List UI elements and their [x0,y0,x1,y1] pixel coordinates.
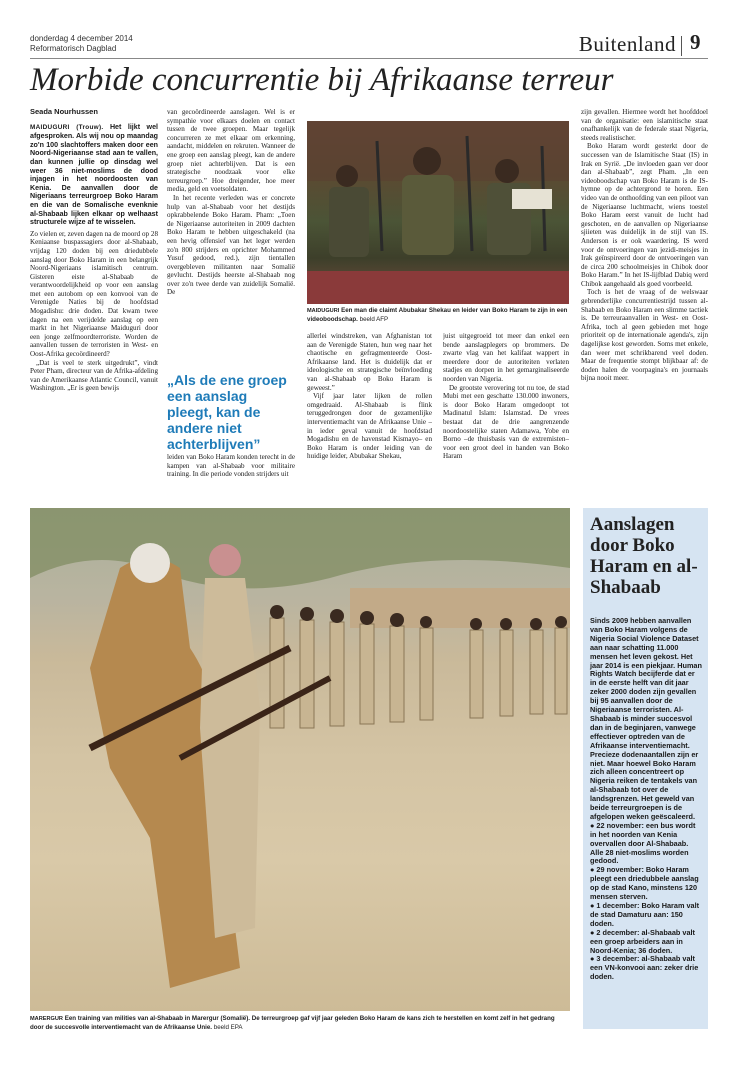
caption-credit: beeld AFP [359,315,389,323]
photo2-caption [30,1015,570,1031]
soldier-head [330,609,344,623]
photo-shekau-video [307,121,569,304]
caption-place: MAIDUGURI [307,308,340,314]
body-paragraph: De grootste verovering tot nu toe, de stad Mubi met een geschatte 130.000 inwoners, is door Boko Haram omgedoopt tot Madinatul Islam: Islamstad. De vrees bestaat dat de drie aangrenzende noordoostelijke staten Adamawa, Yobe en Borno –de thuisbasis van de extremisten– voor een groot deel in handen van Boko Haram [443,383,569,461]
dateline: MAIDUGURI (Trouw). [30,123,104,131]
headline: Morbide concurrentie bij Afrikaanse terreur [30,62,614,98]
sidebar-event: ● 2 december: al-Shabaab valt een groep arbeiders aan in Noord-Kenia; 36 doden. [590,927,695,955]
soldier-head [390,613,404,627]
soldier-head [300,607,314,621]
lead-text: Het lijkt wel afgesproken. Als wij nou op maandag zo'n 100 slachtoffers maken door een Noord-Nigeriaanse stad aan te vallen, dan kunnen jullie op dinsdag wel weer 36 niet-moslims de dood injagen in het noordoosten van Kenia. De aanvallen door de Nigeriaans terreurgroep Boko Haram en die van de Somalische evenknie al-Shabaab lijken elkaar op welhaast structurele wijze af te wisselen. [30,122,158,227]
soldier-head [420,616,432,628]
sidebar-event: ● 22 november: een bus wordt in het noorden van Kenia overvallen door Al-Shabaab. Alle 28 niet-moslims worden gedood. [590,820,696,866]
article-column-2 [167,108,295,362]
caption-place: MARERGUR [30,1016,63,1022]
soldier-figure [420,628,433,720]
caption-text: Een man die claimt Abubakar Shekau en leider van Boko Haram te zijn in een videoboodschap. [307,307,568,323]
byline: Seada Nourhussen [30,108,98,116]
person-body [329,187,369,257]
body-paragraph: Zo vielen er, zeven dagen na de moord op 28 Keniaanse buspassagiers door al-Shabaab, vrijdag 120 doden bij een driedubbele aanslag door Boko Haram in een belangrijk Noord-Nigeriaans islamitisch centrum. Gisteren eiste al-Shabaab de verantwoordelijkheid op voor een aanslag met een autobom op een konvooi van de Verenigde Naties bij de hoofdstad Mogadishu: drie doden. Dat kwam twee dagen na een verijdelde aanslag op een markt in het Nigeriaanse Maiduguri door een jonge zelfmoordterroriste. Worden de aanvallen tussen de terroristen in West- en Oost-Afrika gecoördineerd? [30,229,158,359]
sidebar-event: ● 3 december: al-Shabaab valt een VN-konvooi aan: zeker drie doden. [590,954,699,982]
carpet-shape [307,271,569,304]
sidebar-intro: Sinds 2009 hebben aanvallen van Boko Haram volgens de Nigeria Social Violence Dataset aan naar schatting 11.000 mensen het leven gekost. Het jaar 2014 is een piekjaar. Human Rights Watch becijferde dat er in de eerste helft van dit jaar zeker 2000 doden zijn gevallen bij 95 aanvallen door de Nigeriaanse terroristen. Al-Shabaab is minder succesvol dan in de beginjaren, vanwege effectiever optreden van de Afrikaanse interventiemacht. Precieze dodenaantallen zijn er niet. Maar hoewel Boko Haram zich alleen concentreert op Nigeria reiken de tentakels van al-Shabaab tot over de landsgrenzen. Het geweld van beide terreurgroepen is de afgelopen weken geëscaleerd. [590,616,702,821]
headscarf-shape [209,544,241,576]
tree-canopy-shape [30,508,570,588]
caption-text: Een training van milities van al-Shabaab in Marergur (Somalië). De terreurgroep gaf vijf jaar geleden Boko Haram de kans zich te herstellen en komt zelf in het gedrang door de succesvolle interventiemacht van de Afrikaanse Unie. [30,1015,555,1031]
sidebar-event: ● 1 december: Boko Haram valt de stad Damaturu aan: 150 doden. [590,901,700,928]
soldier-figure [330,622,344,726]
headscarf-shape [130,543,170,583]
photo-al-shabaab-training [30,508,570,1011]
sidebar-body [590,617,703,982]
body-paragraph: juist uitgegroeid tot meer dan enkel een bende aanslagplegers op brommers. De zwarte vlag van het kalifaat wappert in meerdere door de autoriteiten verlaten stadjes en dorpen in het gemarginaliseerde noorden van Nigeria. [443,332,569,383]
article-column-3 [307,332,432,498]
header-rule [30,58,708,59]
header-divider [681,36,682,56]
soldier-head [555,616,567,628]
soldier-figure [390,626,404,722]
photo-shekau-illustration [307,121,569,304]
newspaper-name: Reformatorisch Dagblad [30,44,117,53]
soldier-figure [470,630,483,718]
soldier-figure [500,630,513,716]
body-paragraph: zijn gevallen. Hiermee wordt het hoofddoel van de organisatie: een islamitische staat onafhankelijk van de federale staat Nigeria, steeds realistischer. [581,108,708,142]
sidebar-title: Aanslagen door Boko Haram en al-Shabaab [590,514,698,598]
body-paragraph: „Dat is veel te sterk uitgedrukt”, vindt Peter Pham, directeur van de Afrika-afdeling van de Amerikaanse Atlantic Council, vanuit Washington. „Er is geen bewijs [30,358,158,393]
soldier-figure [555,628,567,714]
page-number: 9 [690,30,701,54]
soldier-figure [530,630,543,714]
body-paragraph: allerlei windstreken, van Afghanistan tot aan de Verenigde Staten, hun weg naar het chaotische en gefragmenteerde Oost-Afrikaanse land. Het is duidelijk dat er ideologische en strategische beïnvloeding van al-Shabaab op Boko Haram is geweest.” [307,332,432,392]
body-paragraph: Toch is het de vraag of de welswaar gebrenderlijke concurrentiestrijd tussen al-Shabaab en Boko Haram een slimme tactiek is. De terreuraanvallen in West- en Oost-Afrika, toch al geen gebieden met hoge prioriteit op de internationale agenda's, zijn dagelijkse kost geworden. Soms met enkele, dan weer met schrikbarend veel doden. Maar de frequentie stompt blijkbaar af: de doden halen de voorpagina's en journaals bijna nooit meer. [581,288,708,383]
soldier-head [360,611,374,625]
person-head [336,165,358,187]
article-column-1 [30,108,158,498]
sidebar-event: ● 29 november: Boko Haram pleegt een driedubbele aanslag op de stad Kano, minstens 120 mensen sterven. [590,865,699,902]
person-body [402,175,454,255]
body-paragraph: Vijf jaar later lijken de rollen omgedraaid. Al-Shabaab is flink teruggedrongen door de gezamenlijke interventiemacht van de Afrikaanse Unie –in ieder geval vanuit de hoofdstad Mogadishu en de havenstad Kismayo– en Boko Haram is onder leiding van de huidige leider, Abubakar Shekau, [307,392,432,461]
caption-credit: beeld EPA [213,1023,243,1031]
soldier-row [270,618,567,728]
issue-date-block [30,34,133,54]
issue-date: donderdag 4 december 2014 [30,34,133,43]
photo1-caption [307,307,569,323]
lead-paragraph [30,123,158,227]
soldier-head [530,618,542,630]
body-paragraph: leiden van Boko Haram konden terecht in de kampen van al-Shabaab voor militaire training. In die periode vonden strijders uit [167,453,295,479]
body-paragraph: In het recente verleden was er concrete hulp van al-Shabaab voor het destijds opkrabbelende Boko Haram. Pham: „Toen de Nigeriaanse autoriteiten in 2009 dachten Boko Haram te hebben uitgeschakeld (na een hevig offensief van het leger werden zo'n 800 strijders en oprichter Mohammed Yusuf gedood, red.), zijn tientallen overgebleven militanten naar Somalië gevlucht. Destijds heerste al-Shabaab nog over zo'n twee derde van zuidelijk Somalië. De [167,193,295,297]
paper-shape [512,189,552,209]
article-column-5 [581,108,708,498]
body-paragraph: van gecoördineerde aanslagen. Wel is er sympathie voor elkaars doelen en contact tussen de twee groepen. Maar tegelijk concurreren ze met elkaar om erkenning, aandacht, middelen en rekruten. Wanneer de ene groep een aanslag pleegt, kan de andere groep niet achterblijven. Dat is een strategische noodzaak voor elke terreurgroep.” Hoe dreigender, hoe meer media, geld en voetsoldaten. [167,108,295,194]
photo-training-illustration [30,508,570,1011]
person-head [413,147,441,175]
soldier-head [500,618,512,630]
soldier-figure [300,620,314,728]
soldier-head [270,605,284,619]
article-column-2-continued [167,453,295,498]
pull-quote: „Als de ene groep een aanslag pleegt, kan de andere niet achterblijven” [167,372,287,452]
section-title: Buitenland [578,32,676,56]
soldier-head [470,618,482,630]
person-head [495,159,519,183]
body-paragraph: Boko Haram wordt gesterkt door de successen van de Islamitische Staat (IS) in Irak en Syrië. „De invloeden gaan ver door dan al-Shabaab”, zegt Pham. „In een videoboodschap van Boko Haram is de IS-hymne op de achtergrond te horen. Een video van de onthoofding van een piloot van de Nigeriaanse luchtmacht, wiens toestel Boko Haram eerst vanuit de lucht had geschoten, en de aanvallen op Nigeriaanse sjiieten was duidelijk in de stijl van IS. Anderson is er ook waardering. IS werd voor de ontvoeringen van jezidi-meisjes in Irak geïnspireerd door de ontvoeringen van de circa 200 schoolmeisjes in Chibok door Boko Haram.” In het IS-lijfblad Dabiq werd Chibok aangehaald als goed voorbeeld. [581,142,708,288]
soldier-figure [360,624,374,724]
article-column-4 [443,332,569,498]
